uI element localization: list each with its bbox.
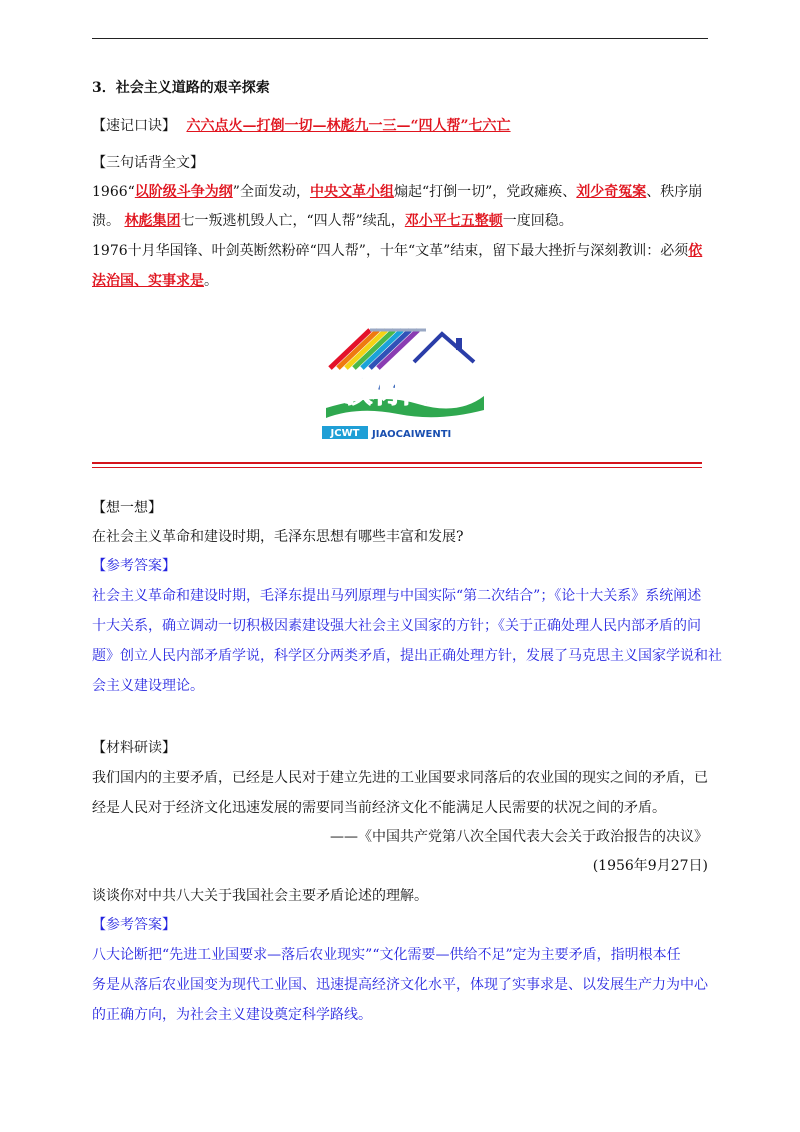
red-divider-thin xyxy=(92,467,702,468)
think-answer-label: 【参考答案】 xyxy=(92,558,176,574)
logo-title: 教材问题 xyxy=(342,375,462,410)
text-run: 。 xyxy=(204,273,218,289)
material-answer-label: 【参考答案】 xyxy=(92,917,176,933)
mnemonic-line xyxy=(92,116,511,136)
logo-abbr: JCWT xyxy=(330,428,360,439)
material-question: 谈谈你对中共八大关于我国社会主要矛盾论述的理解。 xyxy=(92,888,428,904)
logo-graphic xyxy=(318,322,488,442)
material-answer-line: 务是从落后农业国变为现代工业国、迅速提高经济文化水平，体现了实事求是、以发展生产力为中心 xyxy=(92,977,708,993)
text-run: 煽起“打倒一切”，党政瘫痪、 xyxy=(393,184,577,200)
material-answer-line: 的正确方向，为社会主义建设奠定科学路线。 xyxy=(92,1007,372,1023)
highlight-class-struggle: 以阶级斗争为纲 xyxy=(134,184,233,200)
text-run: 1976十月华国锋、叶剑英断然粉碎“四人帮”，十年“文革”结束，留下最大挫折与深刻教训：必须 xyxy=(92,243,689,259)
summary-label: 【三句话背全文】 xyxy=(92,155,204,171)
material-quote-line: 经是人民对于经济文化迅速发展的需要同当前经济文化不能满足人民需要的状况之间的矛盾。 xyxy=(92,800,666,816)
text-run: 一度回稳。 xyxy=(502,213,573,229)
mnemonic-label: 【速记口诀】 xyxy=(92,118,176,134)
highlight-liu-shaoqi-case: 刘少奇冤案 xyxy=(576,184,647,200)
think-answer-line: 会主义建设理论。 xyxy=(92,678,204,694)
highlight-lin-biao-group: 林彪集团 xyxy=(124,213,181,229)
material-date: (1956年9月27日) xyxy=(592,858,708,874)
text-run: 七一叛逃机毁人亡，“四人帮”续乱， xyxy=(180,213,405,229)
material-answer-line: 八大论断把“先进工业国要求—落后农业现实”“文化需要—供给不足”定为主要矛盾，指明根本任 xyxy=(92,947,681,963)
think-question: 在社会主义革命和建设时期，毛泽东思想有哪些丰富和发展? xyxy=(92,529,464,545)
top-rule xyxy=(92,38,708,39)
section-heading: 3．社会主义道路的艰辛探索 xyxy=(92,80,270,96)
text-run: 1966“ xyxy=(92,184,135,200)
text-run: ”全面发动， xyxy=(232,184,310,200)
think-answer-line: 十大关系，确立调动一切积极因素建设强大社会主义国家的方针；《关于正确处理人民内部矛盾的问 xyxy=(92,618,701,634)
jiaocaiwenti-logo xyxy=(318,322,488,442)
summary-line-1 xyxy=(92,182,702,202)
highlight-deng-rectification: 邓小平七五整顿 xyxy=(404,213,503,229)
mnemonic-text: 六六点火—打倒一切—林彪九一三—“四人帮”七六亡 xyxy=(186,118,511,134)
summary-line-3 xyxy=(92,241,702,261)
material-source: ——《中国共产党第八次全国代表大会关于政治报告的决议》 xyxy=(330,829,708,845)
think-answer-line: 题》创立人民内部矛盾学说，科学区分两类矛盾，提出正确处理方针，发展了马克思主义国家学说和社 xyxy=(92,648,722,664)
summary-line-2 xyxy=(92,211,573,231)
highlight-rule-of-law-b: 法治国、实事求是 xyxy=(92,273,204,289)
material-quote-line: 我们国内的主要矛盾，已经是人民对于建立先进的工业国要求同落后的农业国的现实之间的矛盾，已 xyxy=(92,770,708,786)
think-label: 【想一想】 xyxy=(92,500,162,516)
highlight-rule-of-law-a: 依 xyxy=(688,243,703,259)
red-divider-thick xyxy=(92,462,702,464)
logo-en: JIAOCAIWENTI xyxy=(372,429,452,440)
material-label: 【材料研读】 xyxy=(92,740,176,756)
text-run: 溃。 xyxy=(92,213,125,229)
text-run: 、秩序崩 xyxy=(646,184,703,200)
highlight-cultural-revolution-group: 中央文革小组 xyxy=(309,184,394,200)
think-answer-line: 社会主义革命和建设时期，毛泽东提出马列原理与中国实际“第二次结合”；《论十大关系》系统阐述 xyxy=(92,588,702,604)
summary-line-4 xyxy=(92,271,218,291)
